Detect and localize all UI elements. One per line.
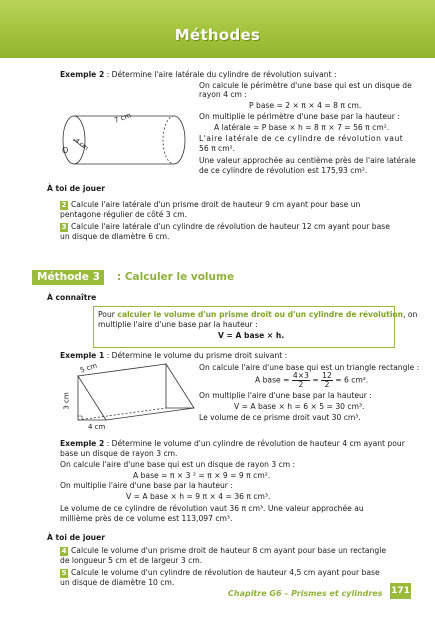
text-line: On calcule l'aire d'une base qui est un disque de rayon 3 cm : (60, 460, 296, 469)
fraction-numerator: 12 (322, 371, 332, 380)
text-line: rayon 4 cm : (199, 90, 247, 99)
rule-text: Pour (98, 310, 115, 319)
fraction-2 (321, 372, 333, 389)
example-prompt: : Détermine le volume du prisme droit suivant : (106, 351, 288, 360)
example-prompt: : Détermine le volume d'un cylindre de révolution de hauteur 4 cm ayant pour (106, 439, 405, 448)
example-heading: Exemple 2 (60, 70, 105, 79)
text-line: 56 π cm². (199, 144, 236, 153)
text-line: L'aire latérale de ce cylindre de révolution vaut (199, 134, 404, 143)
rule-text: multiplie l'aire d'une base par la hauteur : (98, 320, 258, 329)
text-line: Le volume de ce prisme droit vaut 30 cm³. (199, 413, 361, 422)
section-heading: À toi de jouer (47, 184, 105, 193)
exercise-number: 2 (61, 201, 67, 209)
fraction-denominator: 2 (298, 380, 304, 389)
exercise-text: Calcule l'aire latérale d'un cylindre de révolution de hauteur 12 cm ayant pour base (71, 222, 390, 231)
example-heading: Exemple 1 (60, 351, 105, 360)
text-line: On multiplie le périmètre d'une base par la hauteur : (199, 112, 400, 121)
formula-line: A base = π × 3 ² = π × 9 = 9 π cm². (133, 471, 271, 480)
exercise-3 (60, 222, 390, 232)
section-heading: À toi de jouer (47, 533, 105, 542)
exercise-text: un disque de diamètre 10 cm. (60, 578, 175, 587)
exercise-number: 3 (61, 223, 67, 231)
center-label: O (62, 146, 69, 155)
exercise-number: 5 (61, 569, 67, 577)
exercise-text: un disque de diamètre 6 cm. (60, 232, 170, 241)
text-line: On multiplie l'aire d'une base par la hauteur : (60, 481, 233, 490)
text-line: base un disque de rayon 3 cm. (60, 449, 178, 458)
edge-label-4cm: 4 cm (88, 423, 106, 431)
chapter-label: Chapitre G6 – Prismes et cylindres (228, 589, 383, 598)
length-label: 7 cm (113, 111, 133, 125)
rule-highlight: calculer le volume d'un prisme droit ou d'un cylindre de révolution (117, 310, 404, 319)
section-heading: À connaître (47, 293, 97, 302)
text-line: On multiplie l'aire d'une base par la hauteur : (199, 391, 372, 400)
rule-text: , on (403, 310, 418, 319)
method-tag: Méthode 3 (32, 270, 104, 285)
exercise-5 (60, 568, 380, 578)
rule-formula: V = A base × h. (218, 331, 285, 340)
text-line: On calcule l'aire d'une base qui est un triangle rectangle : (199, 363, 420, 372)
rule-line-1 (98, 310, 417, 320)
fraction-line (255, 372, 368, 389)
exercise-text: pentagone régulier de côté 3 cm. (60, 210, 188, 219)
exercise-text: Calcule le volume d'un prisme droit de hauteur 8 cm ayant pour base un rectangle (71, 546, 386, 555)
exercise-text: Calcule le volume d'un cylindre de révolution de hauteur 4,5 cm ayant pour base (71, 568, 380, 577)
formula-line: P base = 2 × π × 4 = 8 π cm. (249, 101, 362, 110)
formula-text: A base = (255, 375, 290, 385)
exercise-number: 4 (61, 547, 67, 555)
exercise-text: de longueur 5 cm et de largeur 3 cm. (60, 556, 203, 565)
page-number: 171 (390, 583, 411, 599)
edge-label-3cm: 3 cm (62, 392, 71, 410)
fraction-numerator: 4×3 (292, 371, 309, 380)
text-line: Le volume de ce cylindre de révolution vaut 36 π cm³. Une valeur approchée au (60, 504, 364, 513)
fraction-1 (292, 372, 310, 389)
equals: = (312, 375, 319, 385)
text-line: millième près de ce volume est 113,097 cm³. (60, 514, 233, 523)
example-2a-line (60, 70, 337, 80)
exercise-text: Calcule l'aire latérale d'un prisme droit de hauteur 9 cm ayant pour base un (71, 200, 361, 209)
example-2b-line (60, 439, 405, 449)
formula-line: A latérale = P base × h = 8 π × 7 = 56 π cm². (214, 123, 390, 132)
fraction-denominator: 2 (324, 380, 330, 389)
example-1-line (60, 351, 287, 361)
formula-line: V = A base × h = 9 π × 4 = 36 π cm³. (126, 492, 271, 501)
page-title: Méthodes (174, 26, 261, 44)
example-prompt: : Détermine l'aire latérale du cylindre de révolution suivant : (106, 70, 337, 79)
formula-line: V = A base × h = 6 × 5 = 30 cm³. (234, 402, 365, 411)
edge-label-5cm: 5 cm (79, 361, 99, 375)
example-heading: Exemple 2 (60, 439, 105, 448)
text-line: Une valeur approchée au centième près de l'aire latérale (199, 156, 416, 165)
text-line: On calcule le périmètre d'une base qui est un disque de (199, 81, 412, 90)
radius-label: 4 cm (73, 137, 90, 152)
exercise-4 (60, 546, 386, 556)
exercise-2 (60, 200, 360, 210)
method-title: : Calculer le volume (117, 271, 235, 283)
formula-text: = 6 cm². (335, 375, 369, 385)
text-line: de ce cylindre de révolution est 175,93 cm². (199, 166, 368, 175)
